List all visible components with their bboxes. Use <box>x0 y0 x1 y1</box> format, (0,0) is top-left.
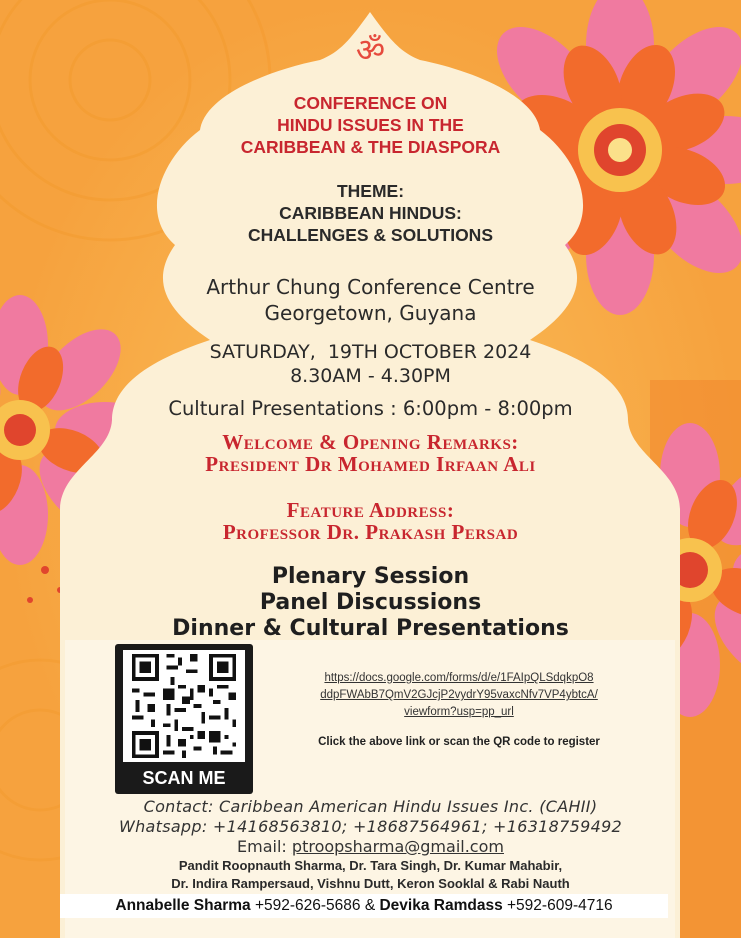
theme-line: THEME: <box>336 181 405 201</box>
conference-title-line: CONFERENCE ON <box>293 93 448 113</box>
qr-code-icon <box>123 650 245 762</box>
feature-line: Feature Address: <box>286 498 455 522</box>
registration-link[interactable] <box>262 670 656 721</box>
coordinator-name: Devika Ramdass <box>379 897 503 914</box>
contact-org: Contact: Caribbean American Hindu Issues Inc. (CAHII) <box>143 797 598 816</box>
venue-line: Arthur Chung Conference Centre <box>206 275 535 299</box>
feature-line: Professor Dr. Prakash Persad <box>222 520 519 544</box>
registration-instruction: Click the above link or scan the QR code to register <box>318 736 600 748</box>
coordinator-phone: +592-626-5686 & <box>250 897 380 914</box>
program-item: Plenary Session <box>271 564 470 589</box>
contact-email-line <box>0 837 741 857</box>
scan-me-label: SCAN ME <box>142 768 226 788</box>
cultural-presentations-time: Cultural Presentations : 6:00pm - 8:00pm <box>168 397 573 420</box>
email-label: Email: <box>237 837 292 856</box>
coordinator-name: Annabelle Sharma <box>115 897 251 914</box>
email-link[interactable]: ptroopsharma@gmail.com <box>291 837 504 856</box>
qr-code-badge[interactable] <box>115 644 253 794</box>
organizer-line: Pandit Roopnauth Sharma, Dr. Tara Singh, Dr. Kumar Mahabir, <box>178 858 563 873</box>
program-list <box>0 564 741 642</box>
theme-line: CARIBBEAN HINDUS: <box>279 203 462 223</box>
conference-title-line: CARIBBEAN & THE DIASPORA <box>240 137 501 157</box>
welcome-remarks <box>0 431 741 475</box>
contact-whatsapp: Whatsapp: +14168563810; +18687564961; +16318759492 <box>118 817 623 836</box>
link-line: https://docs.google.com/forms/d/e/1FAIpQLSdqkpO8 <box>324 672 594 684</box>
coordinator-phone: +592-609-4716 <box>502 897 613 914</box>
event-date: SATURDAY, 19TH OCTOBER 2024 <box>209 341 532 363</box>
welcome-line: Welcome & Opening Remarks: <box>222 430 519 454</box>
organizer-line: Dr. Indira Rampersaud, Vishnu Dutt, Keron Sooklal & Rabi Nauth <box>171 876 570 891</box>
program-item: Panel Discussions <box>259 590 482 615</box>
event-time: 8.30AM - 4.30PM <box>290 365 451 387</box>
link-line: viewform?usp=pp_url <box>404 706 514 718</box>
conference-title-line: HINDU ISSUES IN THE <box>277 115 464 135</box>
date-block <box>0 340 741 388</box>
venue-line: Georgetown, Guyana <box>264 301 477 325</box>
theme-line: CHALLENGES & SOLUTIONS <box>247 225 493 245</box>
venue-block <box>0 274 741 326</box>
welcome-line: President Dr Mohamed Irfaan Ali <box>205 452 536 476</box>
coordinators-bar <box>60 894 668 918</box>
om-symbol-icon: ॐ <box>355 31 386 69</box>
contact-block <box>0 797 741 837</box>
theme-block <box>0 180 741 246</box>
conference-title <box>0 92 741 158</box>
feature-address <box>0 499 741 543</box>
link-line: ddpFWAbB7QmV2GJcjP2vydrY95vaxcNfv7VP4ybtcA/ <box>320 689 598 701</box>
program-item: Dinner & Cultural Presentations <box>172 616 569 641</box>
organizers <box>0 857 741 893</box>
